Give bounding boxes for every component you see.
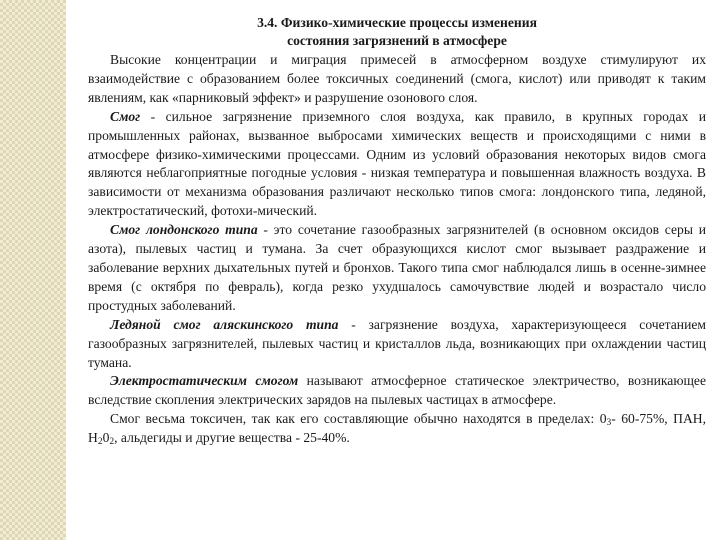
paragraph-ice-smog: [88, 316, 706, 373]
section-title: [88, 14, 706, 50]
paragraph-smog-toxicity: [88, 410, 706, 448]
decorative-side-stripe: [0, 0, 66, 540]
section-title-line-2: состояния загрязнений в атмосфере: [287, 33, 507, 48]
toxicity-text-b: - 60-75%, ПАН, Н: [88, 411, 706, 446]
toxicity-text-d: , альдегиды и другие вещества - 25-40%.: [114, 430, 350, 446]
paragraph-london-smog: [88, 221, 706, 316]
section-title-line-1: 3.4. Физико-химические процессы изменения: [257, 15, 537, 30]
toxicity-sub-a: 3: [606, 418, 612, 429]
toxicity-sub-c: 2: [109, 437, 115, 448]
paragraph-ice-smog-text: - загрязнение воздуха, характеризующееся сочетанием газообразных загрязнителей, пылевых частиц и кристаллов льда, возникающих при охлаждении частиц тумана.: [88, 316, 706, 370]
paragraph-intro: Высокие концентрации и миграция примесей в атмосферном воздухе стимулируют их взаимодействие с образованием более токсичных соединений (смога, кислот) или приводят к таким явлениям, как «парниковый эффект» и разрушение озонового слоя.: [88, 52, 706, 105]
paragraph-smog: [88, 108, 706, 221]
toxicity-sub-b: 2: [97, 437, 103, 448]
paragraph-electrostatic-smog-text: называют атмосферное статическое электричество, возникающее вследствие скопления электрических зарядов на пылевых частицах в атмосфере.: [88, 373, 707, 408]
paragraph-electrostatic-smog: [88, 372, 706, 410]
paragraph-london-smog-text: - это сочетание газообразных загрязнителей (в основном оксидов серы и азота), пылевых частиц и тумана. За счет образующихся кислот смог вызывает раздражение и заболевание верхних дыхательных путей и бронхов. Такого типа смог наблюдался лишь в осенне-зимнее время (с октября по февраль), когда резко ухудшалось самочувствие людей и возрастало число простудных заболеваний.: [88, 222, 706, 313]
term-smog: Смог: [110, 108, 141, 124]
term-london-smog: Смог лондонского типа: [110, 222, 258, 238]
term-ice-smog: Ледяной смог аляскинского типа: [110, 316, 339, 332]
toxicity-text-a: Смог весьма токсичен, так как его составляющие обычно находятся в пределах: 0: [110, 411, 607, 427]
paragraph-smog-text: - сильное загрязнение приземного слоя воздуха, как правило, в крупных городах и промышленных районах, вызванное выбросами химических веществ и происходящими с ними в атмосфере физико-химическими процессами. Одним из условий образования некоторых видов смога являются неблагоприятные погодные условия - низкая температура и повышенная влажность воздуха. В зависимости от механизма образования различают несколько типов смога: лондонского типа, ледяной, электростатический, фотохи-мический.: [88, 108, 706, 219]
toxicity-text-c: 0: [102, 430, 110, 446]
document-page: [88, 14, 706, 448]
term-electrostatic-smog: Электростатическим смогом: [110, 373, 299, 389]
